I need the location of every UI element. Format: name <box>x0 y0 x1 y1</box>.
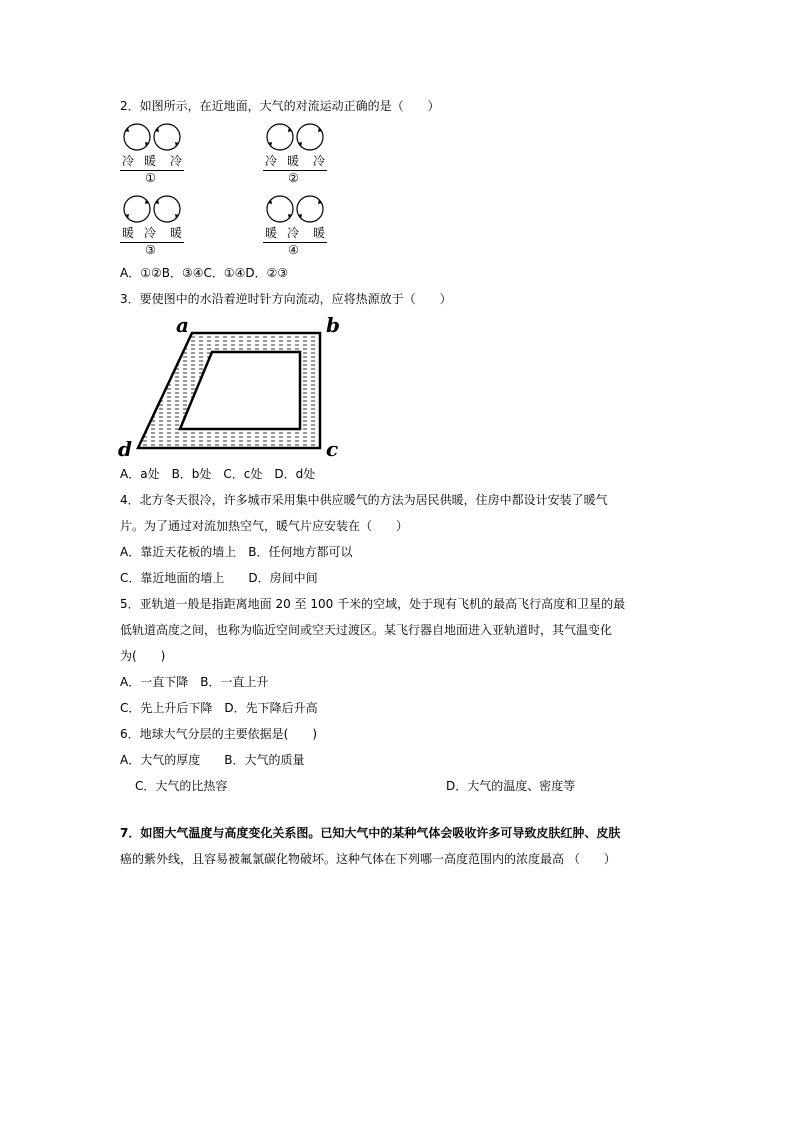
label-right: 冷 <box>313 154 326 168</box>
label-mid: 暖 <box>144 154 157 168</box>
q3-figure <box>118 315 348 463</box>
corner-a: a <box>176 313 189 337</box>
q2-options: A．①②B．③④C．①④D．②③ <box>120 266 289 280</box>
label-right: 暖 <box>170 226 183 240</box>
label-right: 冷 <box>170 154 183 168</box>
q6-option-c: C．大气的比热容 <box>135 779 228 793</box>
q6-option-d: D．大气的温度、密度等 <box>446 779 576 793</box>
q3-options: A．a处 B．b处 C．c处 D．d处 <box>120 467 316 481</box>
water-loop-diagram <box>118 315 348 463</box>
figure-number: ③ <box>145 243 156 257</box>
figure-number: ④ <box>288 243 299 257</box>
q2-figure-4 <box>263 194 333 256</box>
q4-stem-line1: 4．北方冬天很冷，许多城市采用集中供应暖气的方法为居民供暖，住房中都设计安装了暖气 <box>120 493 608 507</box>
convection-circles-icon <box>263 194 333 226</box>
label-right: 暖 <box>313 226 326 240</box>
convection-circles-icon <box>263 122 333 154</box>
convection-circles-icon <box>120 122 190 154</box>
q4-options-line2: C．靠近地面的墙上 D．房间中间 <box>120 571 318 585</box>
q5-stem-line3: 为( ) <box>120 649 166 663</box>
q7-stem-line1: 7．如图大气温度与高度变化关系图。已知大气中的某种气体会吸收许多可导致皮肤红肿、皮肤 <box>120 826 621 840</box>
label-mid: 暖 <box>287 154 300 168</box>
figure-number: ② <box>288 171 299 185</box>
q4-options-line1: A．靠近天花板的墙上 B．任何地方都可以 <box>120 545 353 559</box>
label-left: 冷 <box>122 154 135 168</box>
q7-stem-line2: 癌的紫外线，且容易被氟氯碳化物破坏。这种气体在下列哪一高度范围内的浓度最高 （ ） <box>120 852 616 866</box>
q2-figure-2 <box>263 122 333 184</box>
corner-c: c <box>326 437 339 461</box>
q5-stem-line2: 低轨道高度之间，也称为临近空间或空天过渡区。某飞行器自地面进入亚轨道时，其气温变化 <box>120 623 613 637</box>
corner-b: b <box>326 313 340 337</box>
q5-options-line1: A．一直下降 B．一直上升 <box>120 675 269 689</box>
q5-options-line2: C．先上升后下降 D．先下降后升高 <box>120 701 318 715</box>
q6-options-line1: A．大气的厚度 B．大气的质量 <box>120 753 305 767</box>
q2-figure-1 <box>120 122 190 184</box>
label-mid: 冷 <box>144 226 157 240</box>
q5-stem-line1: 5．亚轨道一般是指距离地面 20 至 100 千米的空域，处于现有飞机的最高飞行高度和卫星的最 <box>120 597 626 611</box>
label-left: 暖 <box>265 226 278 240</box>
corner-d: d <box>118 437 132 461</box>
q2-stem: 2．如图所示，在近地面，大气的对流运动正确的是（ ） <box>120 99 440 113</box>
q6-stem: 6．地球大气分层的主要依据是( ) <box>120 727 317 741</box>
figure-number: ① <box>145 171 156 185</box>
label-mid: 冷 <box>287 226 300 240</box>
q4-stem-line2: 片。为了通过对流加热空气，暖气片应安装在（ ） <box>120 519 409 533</box>
convection-circles-icon <box>120 194 190 226</box>
q2-figure-3 <box>120 194 190 256</box>
q3-stem: 3．要使图中的水沿着逆时针方向流动，应将热源放于（ ） <box>120 292 452 306</box>
label-left: 暖 <box>122 226 135 240</box>
label-left: 冷 <box>265 154 278 168</box>
